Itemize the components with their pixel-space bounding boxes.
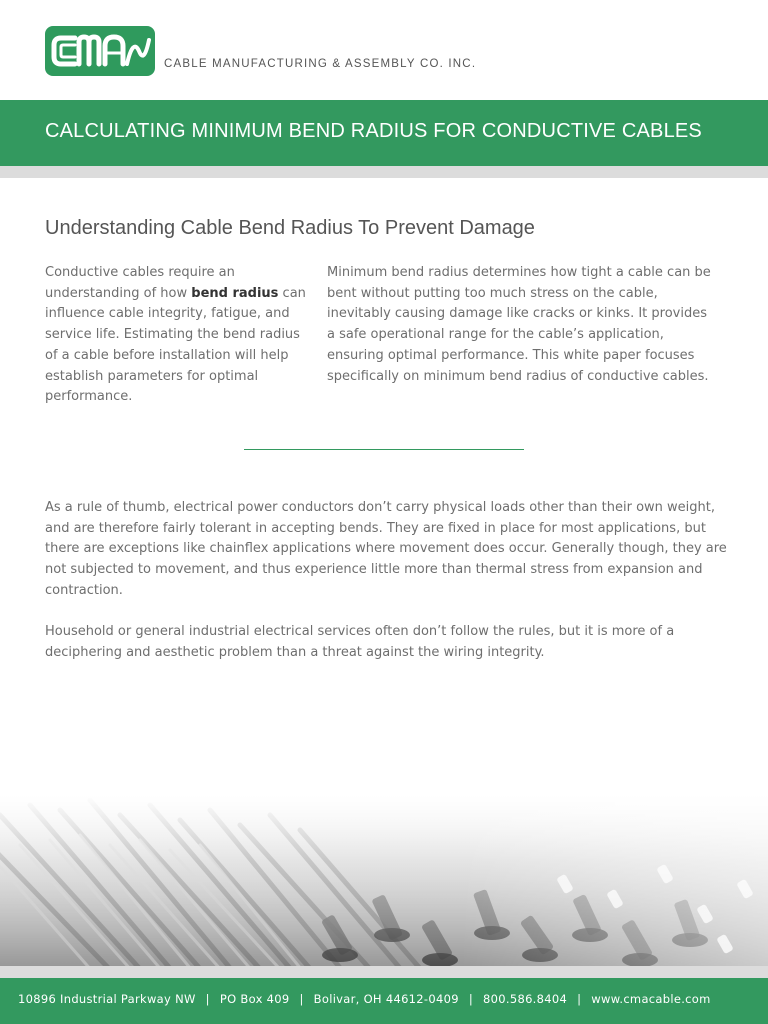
footer-website-link[interactable]: www.cmacable.com: [591, 992, 711, 1006]
footer-address: 10896 Industrial Parkway NW: [18, 992, 196, 1006]
body-paragraph-2: Household or general industrial electrical services often don’t follow the rules, but it is more of a deciphering and aesthetic problem than a threat against the wiring integrity.: [45, 624, 675, 660]
footer-divider-strip: [0, 966, 768, 978]
footer-contact-line: [18, 992, 758, 1006]
footer-separator: |: [299, 992, 304, 1006]
footer-separator: |: [577, 992, 582, 1006]
company-name: CABLE MANUFACTURING & ASSEMBLY CO. INC.: [164, 58, 477, 70]
footer-separator: |: [468, 992, 474, 1006]
cma-logo-graphic: [45, 26, 155, 76]
intro-text-end: can influence cable integrity, fatigue, and service life. Estimating the bend radius of a cable before installation will help establish parameters for optimal performance.: [45, 285, 306, 405]
body-paragraph-1: As a rule of thumb, electrical power conductors don’t carry physical loads other than their own weight, and are therefore fairly tolerant in accepting bends. They are fixed in place for most applications, but there are exceptions like chainflex applications where movement does occur. Generally though, they are not subjected to movement, and thus experience little more than thermal stress from expansion and contraction.: [45, 500, 727, 598]
section-divider: [244, 449, 524, 450]
cma-logo[interactable]: [45, 26, 155, 76]
intro-column-left: [45, 263, 310, 408]
banner-divider-strip: [0, 166, 768, 178]
document-title: CALCULATING MINIMUM BEND RADIUS FOR CONDUCTIVE CABLES: [45, 120, 702, 142]
bend-radius-term: bend radius: [191, 285, 279, 301]
intro-column-right: Minimum bend radius determines how tight a cable can be bent without putting too much stress on the cable, inevitably causing damage like cracks or kinks. It provides a safe operational range for the cable’s application, ensuring optimal performance. This white paper focuses specifically on minimum bend radius of conductive cables.: [327, 265, 711, 384]
section-subtitle: Understanding Cable Bend Radius To Prevent Damage: [45, 217, 535, 239]
footer-city: Bolivar, OH 44612-0409: [313, 992, 459, 1006]
footer-po-box: PO Box 409: [219, 992, 290, 1006]
cable-photo-graphic: [0, 795, 768, 980]
footer-separator: |: [205, 992, 210, 1006]
footer-phone[interactable]: 800.586.8404: [483, 992, 568, 1006]
intro-text-start: Conductive cables require an understanding of how: [45, 265, 235, 301]
cable-photo: [0, 795, 768, 980]
